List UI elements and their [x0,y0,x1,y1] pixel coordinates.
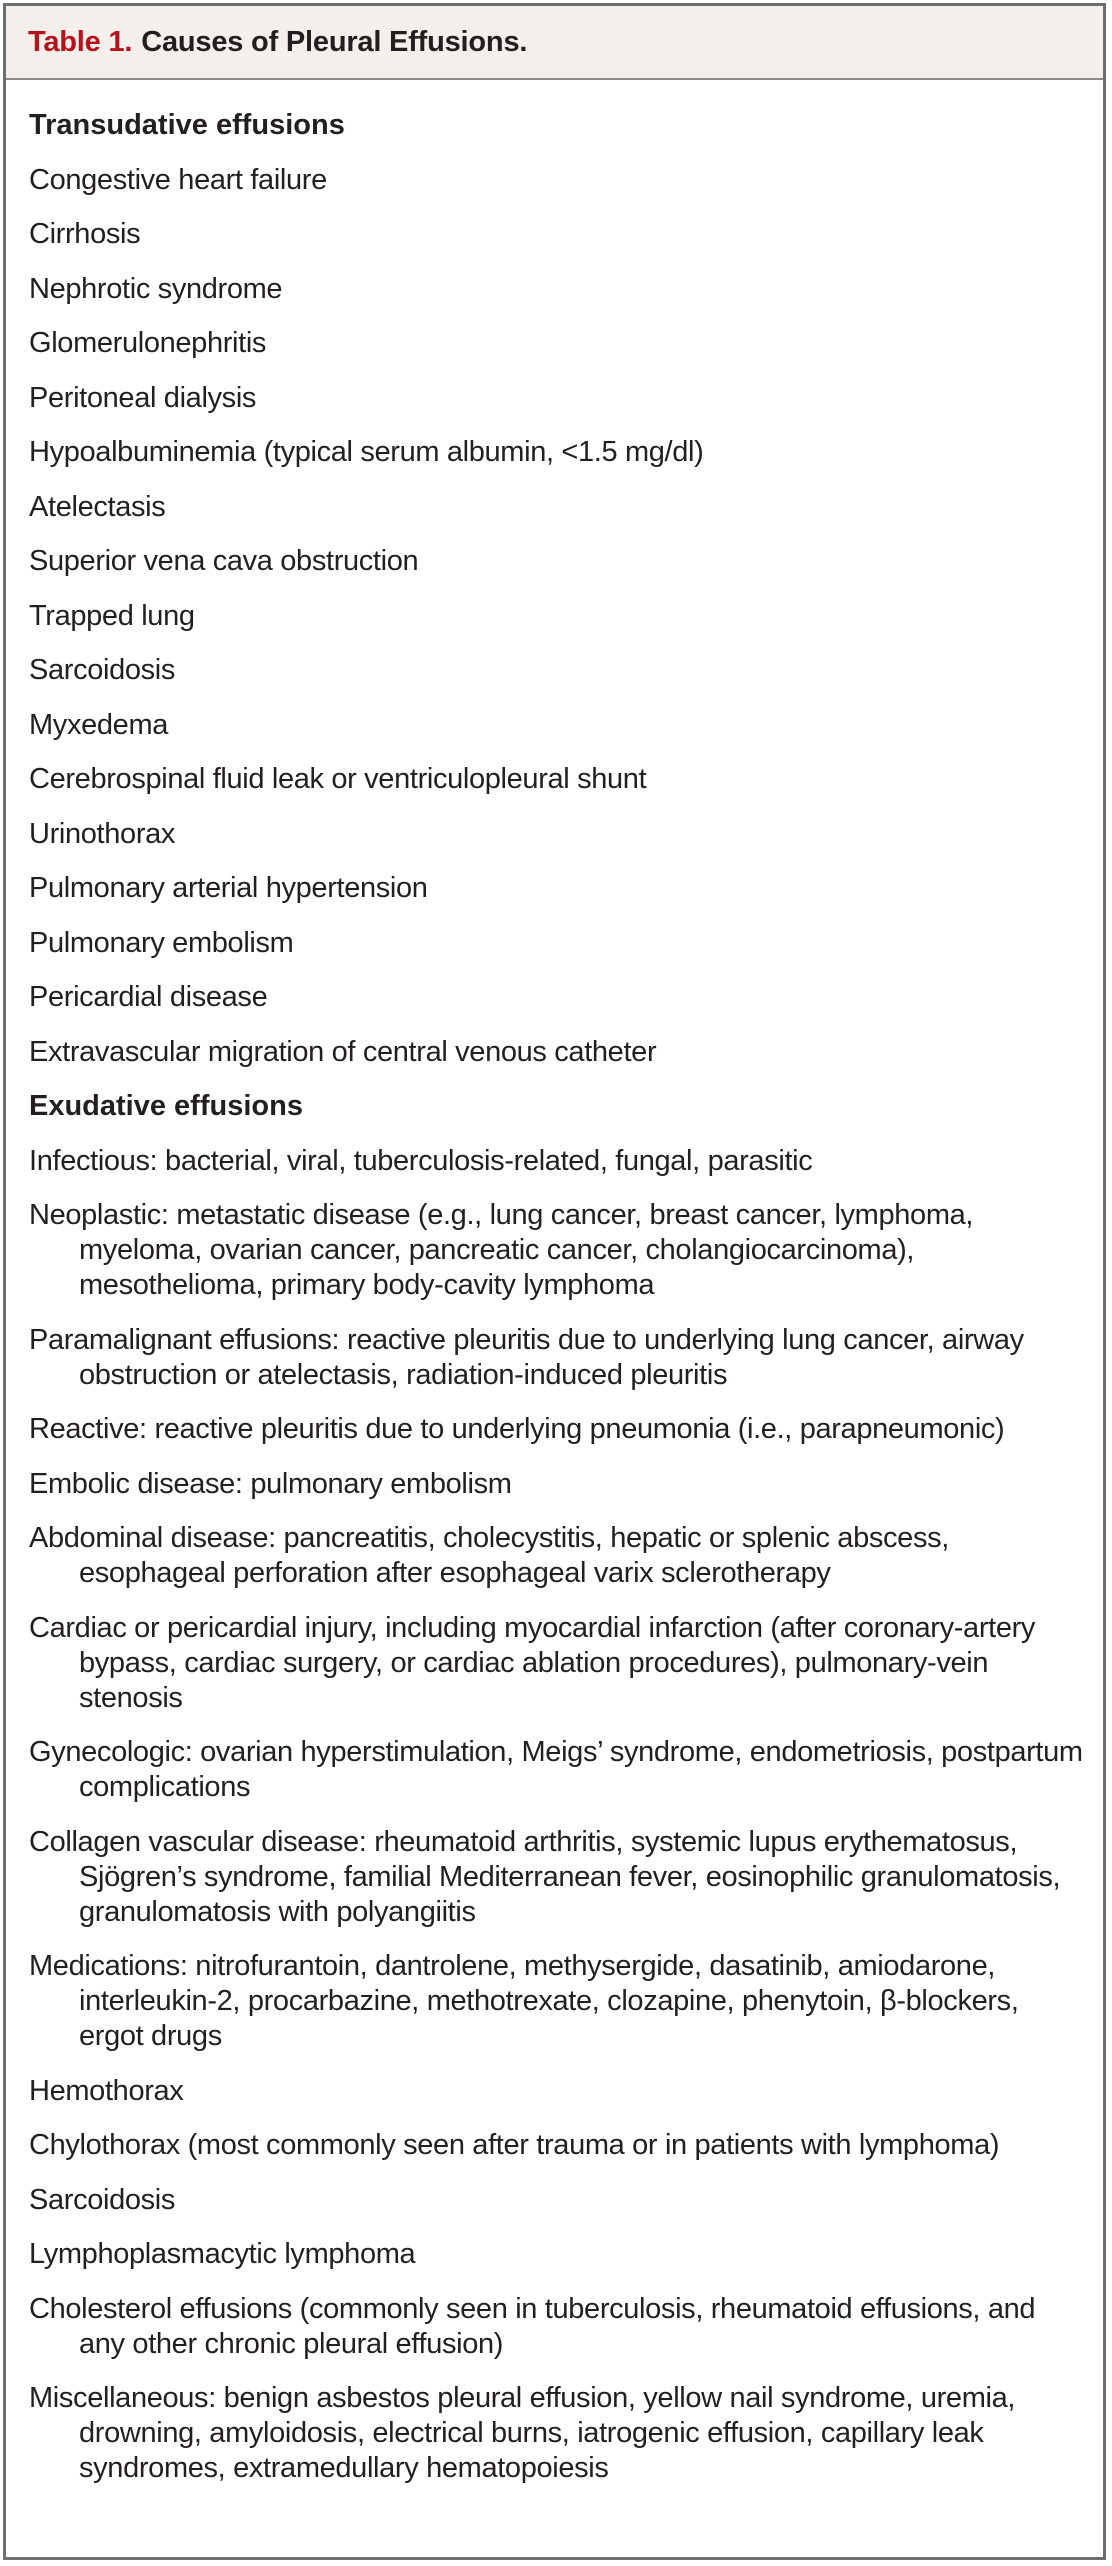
table-row: Pericardial disease [29,981,268,1013]
item-list [29,163,1083,1070]
table-body [6,80,1103,2486]
table-row: Pulmonary embolism [29,926,294,959]
table-row: Gynecologic: ovarian hyperstimulation, Meigs’ syndrome, endometriosis, postpartum complications [29,1736,1083,1803]
table-row: Sarcoidosis [29,654,176,686]
table-header [6,6,1103,80]
table-number-label: Table 1. [28,25,133,58]
table-row: Superior vena cava obstruction [29,545,419,577]
table-row: Glomerulonephritis [29,327,267,359]
table-row: Abdominal disease: pancreatitis, cholecystitis, hepatic or splenic abscess, esophageal perforation after esophageal varix sclerotherapy [29,1522,949,1589]
section-transudative [29,108,1083,1070]
table-row: Pulmonary arterial hypertension [29,872,428,904]
table-row: Lymphoplasmacytic lymphoma [29,2238,416,2270]
item-list [29,1144,1083,2487]
table-row: Extravascular migration of central venous catheter [29,1035,657,1068]
table-row: Reactive: reactive pleuritis due to underlying pneumonia (i.e., parapneumonic) [29,1413,1005,1445]
section-heading: Transudative effusions [29,109,345,141]
table-row: Cerebrospinal fluid leak or ventriculopleural shunt [29,763,647,795]
table-row: Sarcoidosis [29,2183,176,2216]
table-row: Trapped lung [29,599,195,632]
table-row: Miscellaneous: benign asbestos pleural effusion, yellow nail syndrome, uremia, drowning, amyloidosis, electrical burns, iatrogenic effusion, capillary leak syndromes, extramedullary hematopoiesis [29,2382,1016,2484]
table-row: Medications: nitrofurantoin, dantrolene, methysergide, dasatinib, amiodarone, interleukin-2, procarbazine, methotrexate, clozapine, phenytoin, β-blockers, ergot drugs [29,1950,1019,2052]
table-row: Infectious: bacterial, viral, tuberculosis-related, fungal, parasitic [29,1144,813,1177]
table-row: Urinothorax [29,817,176,850]
table-title: Causes of Pleural Effusions. [141,25,528,58]
table-row: Chylothorax (most commonly seen after trauma or in patients with lymphoma) [29,2129,1000,2161]
section-exudative [29,1089,1083,2486]
table-row: Nephrotic syndrome [29,272,283,305]
table-row: Paramalignant effusions: reactive pleuritis due to underlying lung cancer, airway obstruction or atelectasis, radiation-induced pleuritis [29,1323,1024,1391]
table-row: Collagen vascular disease: rheumatoid arthritis, systemic lupus erythematosus, Sjögren’s syndrome, familial Mediterranean fever, eosinophilic granulomatosis, granulomatosis with polyangiitis [29,1825,1061,1928]
table-row: Hypoalbuminemia (typical serum albumin, <1.5 mg/dl) [29,436,704,468]
table-row: Congestive heart failure [29,163,327,196]
table-row: Cholesterol effusions (commonly seen in tuberculosis, rheumatoid effusions, and any other chronic pleural effusion) [29,2292,1036,2360]
table-row: Hemothorax [29,2074,184,2107]
section-heading: Exudative effusions [29,1090,303,1122]
table-row: Atelectasis [29,490,166,523]
table-row: Peritoneal dialysis [29,381,257,414]
table-container [3,3,1106,2560]
table-row: Embolic disease: pulmonary embolism [29,1467,512,1500]
table-row: Myxedema [29,708,169,741]
table-row: Neoplastic: metastatic disease (e.g., lung cancer, breast cancer, lymphoma, myeloma, ovarian cancer, pancreatic cancer, cholangiocarcinoma), mesothelioma, primary body-cavity lymphoma [29,1199,974,1301]
table-row: Cirrhosis [29,218,141,250]
table-row: Cardiac or pericardial injury, including myocardial infarction (after coronary-artery bypass, cardiac surgery, or cardiac ablation procedures), pulmonary-vein stenosis [29,1611,1036,1714]
